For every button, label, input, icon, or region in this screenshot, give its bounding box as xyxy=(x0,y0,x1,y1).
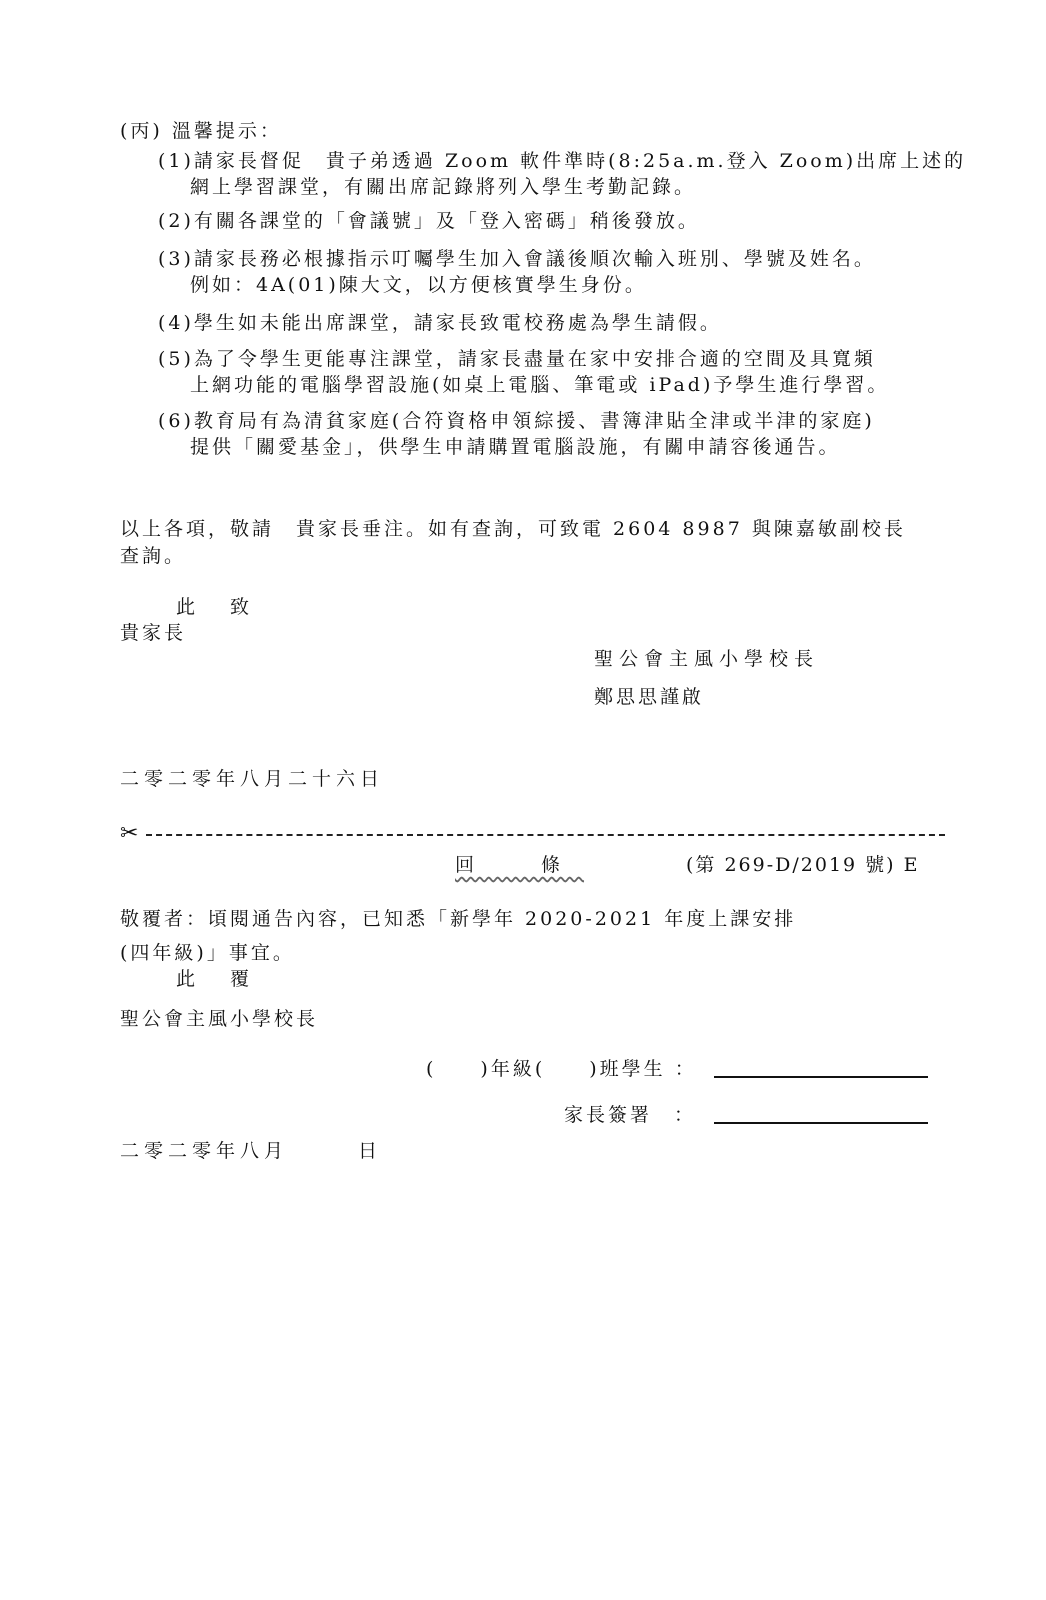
note-item-4 xyxy=(158,310,722,336)
note-item-4-line1: (4)學生如未能出席課堂，請家長致電校務處為學生請假。 xyxy=(158,312,722,334)
student-name-field[interactable] xyxy=(714,1076,928,1078)
note-item-2-line1: (2)有關各課堂的「會議號」及「登入密碼」稍後發放。 xyxy=(158,210,700,232)
scissors-icon: ✂ xyxy=(120,821,139,846)
notice-date: 二零二零年八月二十六日 xyxy=(120,768,385,790)
dashed-divider xyxy=(146,834,945,836)
reply-day-label: 日 xyxy=(358,1140,381,1162)
reply-reply: 覆 xyxy=(230,968,253,990)
section-heading: (丙) 溫馨提示： xyxy=(120,120,282,142)
salutation-to: 致 xyxy=(230,596,253,618)
note-item-3-line2: 例如：4A(01)陳大文，以方便核實學生身份。 xyxy=(190,274,647,296)
closing-line-2: 查詢。 xyxy=(120,545,187,567)
note-item-3 xyxy=(158,246,876,298)
closing-line-1: 以上各項，敬請 貴家長垂注。如有查詢，可致電 2604 8987 與陳嘉敏副校長 xyxy=(120,518,906,540)
cut-line xyxy=(120,822,945,846)
reply-body-line-1: 敬覆者：頃閱通告內容，已知悉「新學年 2020-2021 年度上課安排 xyxy=(120,908,797,930)
signer-title: 聖公會主風小學校長 xyxy=(594,648,820,670)
parent-signature-label: 家長簽署 ： xyxy=(564,1104,697,1126)
note-item-1-line2: 網上學習課堂，有關出席記錄將列入學生考勤記錄。 xyxy=(190,176,697,198)
parent-signature-field[interactable] xyxy=(714,1122,928,1124)
recipient: 貴家長 xyxy=(120,622,187,644)
note-item-3-line1: (3)請家長務必根據指示叮囑學生加入會議後順次輸入班別、學號及姓名。 xyxy=(158,248,876,270)
closing-paragraph xyxy=(120,516,906,570)
note-item-2 xyxy=(158,208,700,234)
note-item-5-line1: (5)為了令學生更能專注課堂，請家長盡量在家中安排合適的空間及具寬頻 xyxy=(158,348,876,370)
note-item-6 xyxy=(158,408,875,460)
reply-this: 此 xyxy=(176,968,199,990)
note-item-5 xyxy=(158,346,889,398)
reply-slip-title-text: 回 條 xyxy=(455,854,585,876)
note-item-1-line1: (1)請家長督促 貴子弟透過 Zoom 軟件準時(8:25a.m.登入 Zoom)出席上述的 xyxy=(158,150,967,172)
note-item-1 xyxy=(158,148,966,200)
note-item-5-line2: 上網功能的電腦學習設施(如桌上電腦、筆電或 iPad)予學生進行學習。 xyxy=(190,374,890,396)
note-item-6-line1: (6)教育局有為清貧家庭(合符資格申領綜援、書簿津貼全津或半津的家庭) xyxy=(158,410,875,432)
signer-name: 鄭思思謹啟 xyxy=(594,686,705,708)
reply-date-label: 二零二零年八月 xyxy=(120,1140,289,1162)
reference-number: (第 269-D/2019 號) E xyxy=(686,854,920,876)
note-item-6-line2: 提供「關愛基金」，供學生申請購置電腦設施，有關申請容後通告。 xyxy=(190,436,841,458)
reply-addressee: 聖公會主風小學校長 xyxy=(120,1008,319,1030)
reply-body-line-2: (四年級)」事宜。 xyxy=(120,942,295,964)
student-class-label: ( )年級( )班學生 ： xyxy=(426,1058,697,1080)
reply-slip-title xyxy=(455,852,584,878)
salutation-this: 此 xyxy=(176,596,199,618)
